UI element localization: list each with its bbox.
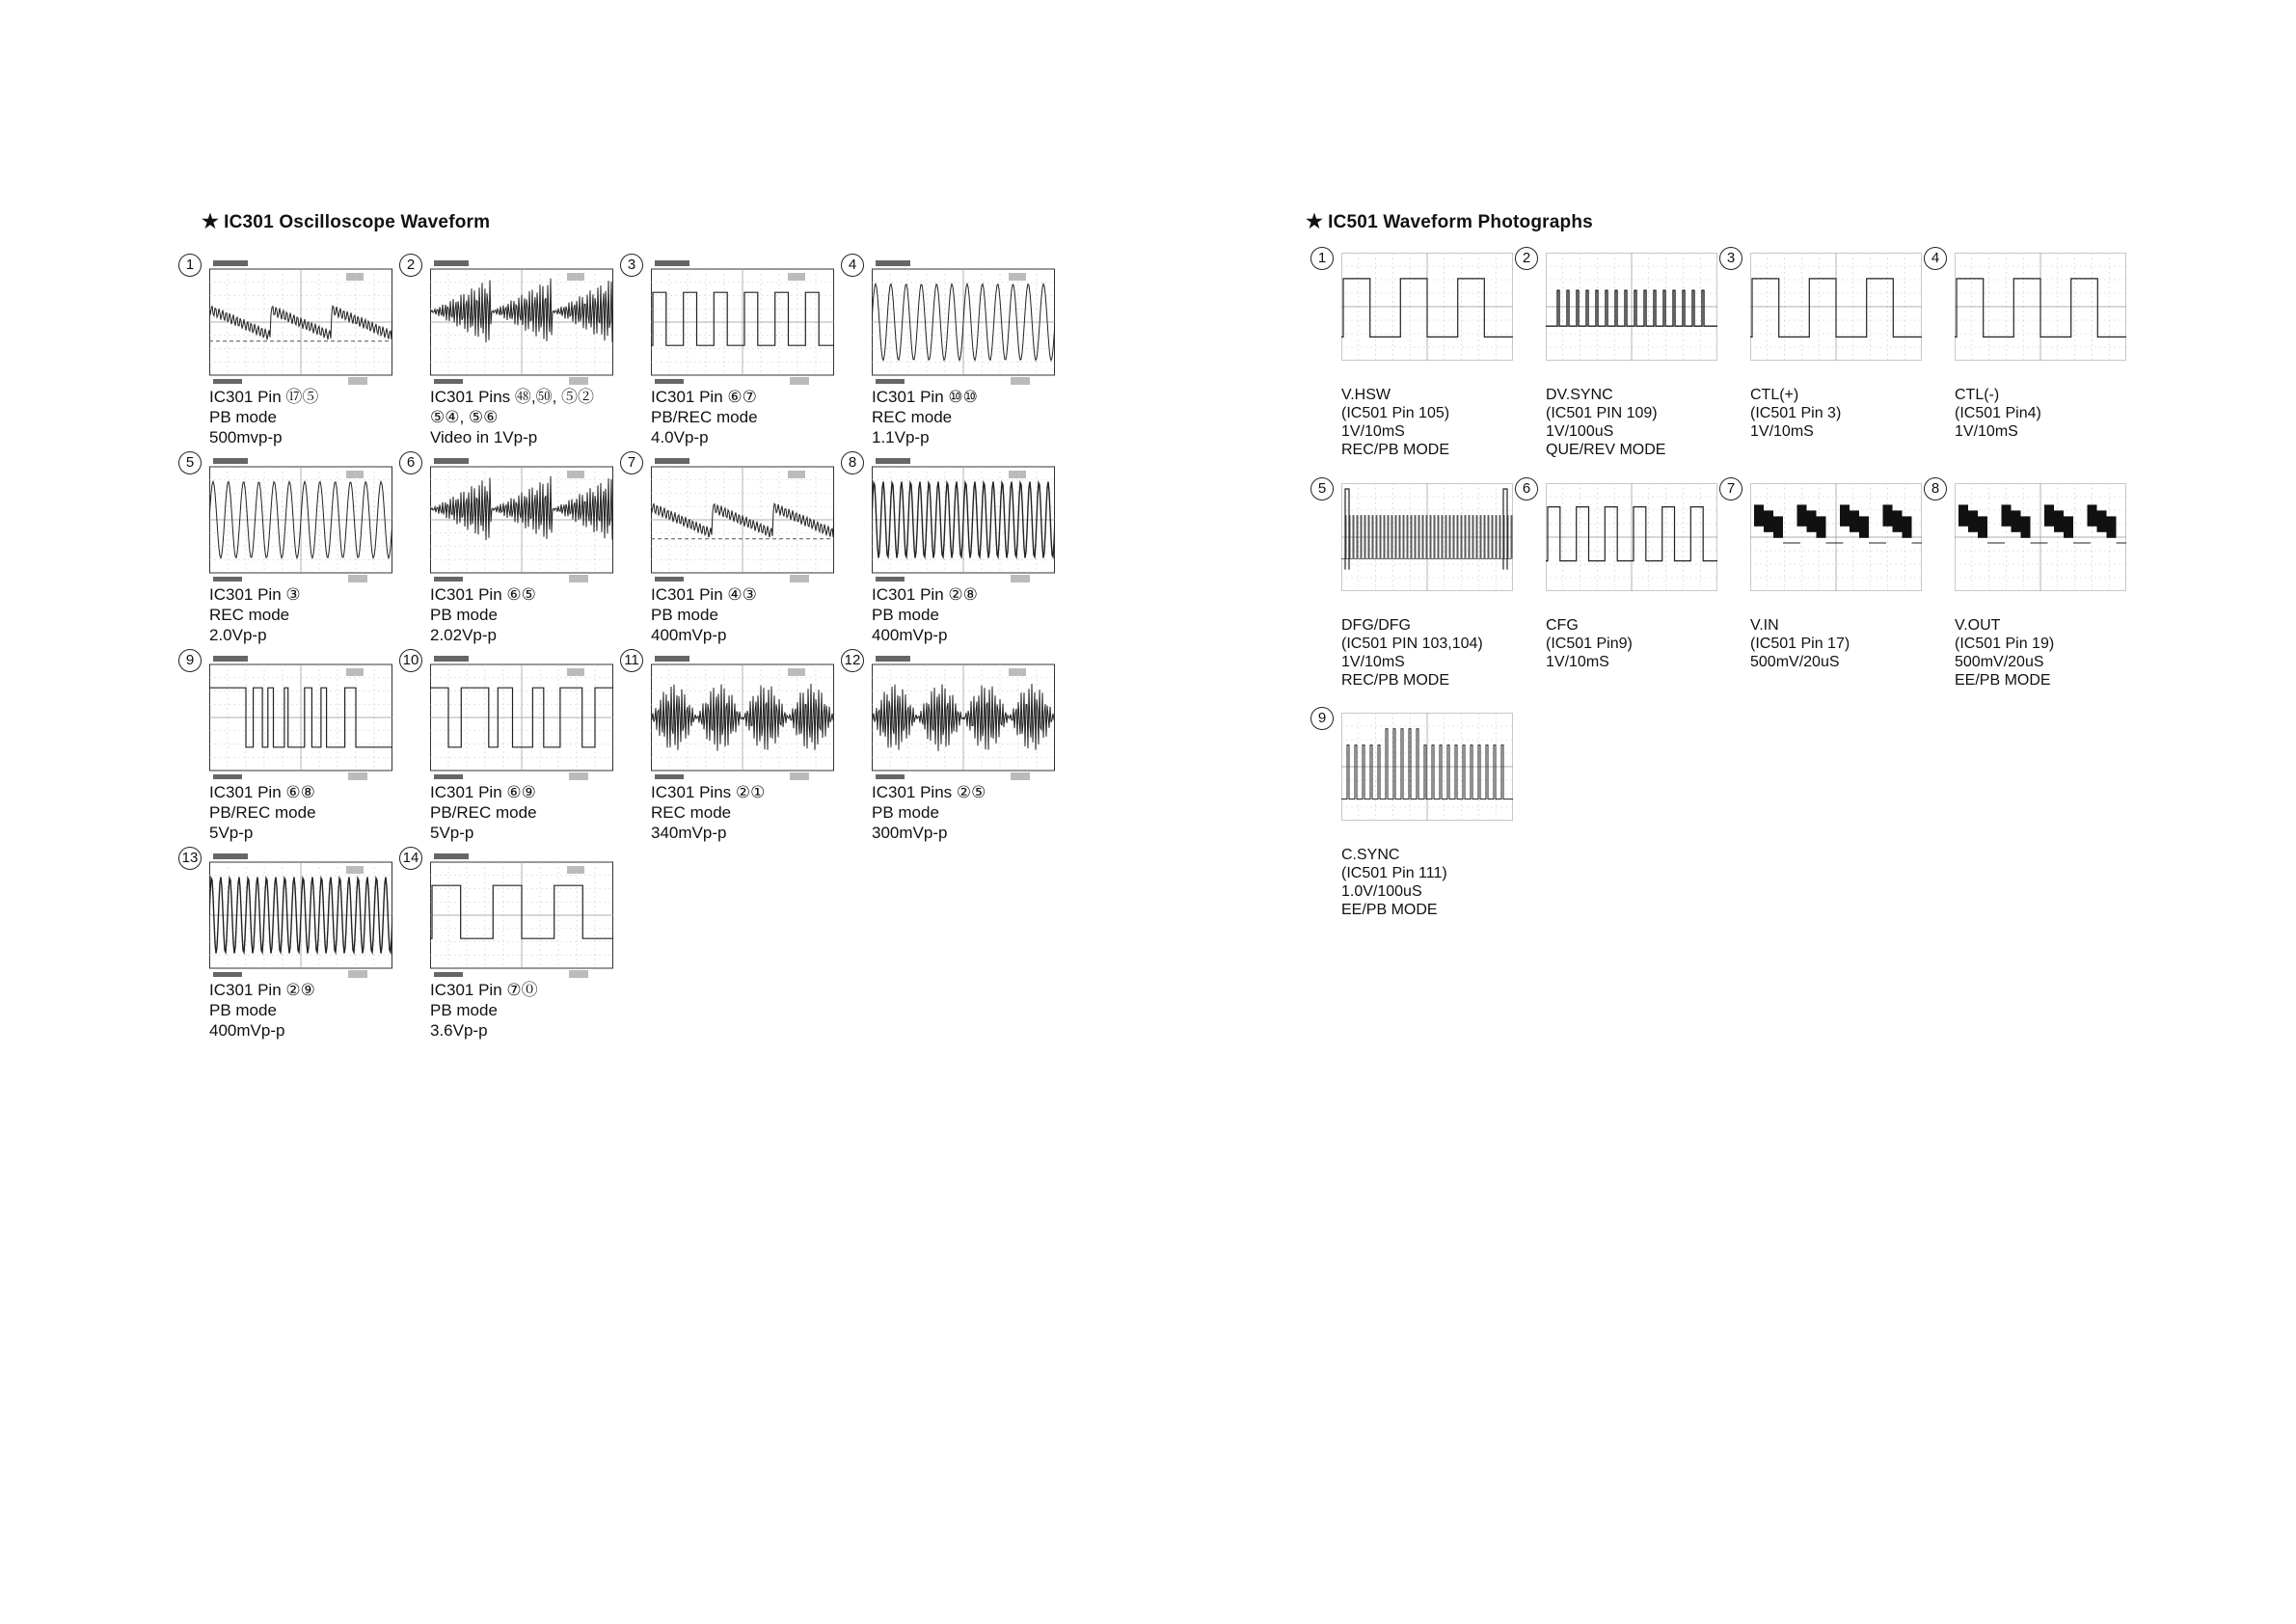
- caption-line: PB mode: [430, 606, 498, 624]
- oscilloscope-screen: [651, 259, 834, 387]
- oscilloscope-screen: [209, 655, 392, 782]
- caption-line: V.OUT: [1955, 617, 2001, 634]
- waveform-caption: [209, 980, 315, 1041]
- star-icon: ★: [1306, 211, 1324, 232]
- oscilloscope-screen: [430, 259, 613, 387]
- caption-line: IC301 Pins ②⑤: [872, 783, 986, 801]
- caption-line: 2.0Vp-p: [209, 626, 267, 644]
- caption-line: PB/REC mode: [430, 803, 537, 822]
- oscilloscope-screen: [1750, 253, 1922, 361]
- oscilloscope-screen: [1341, 713, 1513, 821]
- panel-number-badge: 6: [1515, 477, 1538, 501]
- caption-line: (IC501 Pin 19): [1955, 636, 2055, 652]
- caption-line: REC mode: [209, 606, 290, 624]
- caption-line: 4.0Vp-p: [651, 428, 709, 447]
- panel-number-badge: 10: [399, 649, 422, 672]
- caption-line: EE/PB MODE: [1341, 902, 1438, 918]
- caption-line: PB mode: [430, 1001, 498, 1019]
- panel-number-badge: 9: [1310, 707, 1334, 730]
- caption-line: EE/PB MODE: [1955, 672, 2051, 689]
- caption-line: 400mVp-p: [209, 1021, 285, 1040]
- waveform-caption: [651, 387, 758, 447]
- caption-line: IC301 Pin ②⑨: [209, 981, 315, 999]
- waveform-caption: [872, 782, 986, 843]
- caption-line: 5Vp-p: [430, 824, 474, 842]
- caption-line: IC301 Pin ⑥⑨: [430, 783, 536, 801]
- waveform-caption: [1546, 616, 1633, 671]
- caption-line: DFG/DFG: [1341, 617, 1411, 634]
- caption-line: 400mVp-p: [651, 626, 727, 644]
- left-title-text: IC301 Oscilloscope Waveform: [224, 212, 491, 232]
- caption-line: V.HSW: [1341, 387, 1391, 403]
- panel-number-badge: 3: [620, 254, 643, 277]
- star-icon: ★: [202, 211, 220, 232]
- caption-line: (IC501 Pin9): [1546, 636, 1633, 652]
- caption-line: 500mvp-p: [209, 428, 283, 447]
- caption-line: 2.02Vp-p: [430, 626, 497, 644]
- waveform-caption: [209, 782, 316, 843]
- caption-line: (IC501 Pin4): [1955, 405, 2041, 421]
- caption-line: IC301 Pin ⑥⑤: [430, 585, 536, 604]
- caption-line: IC301 Pin ④③: [651, 585, 757, 604]
- waveform-caption: [872, 584, 978, 645]
- caption-line: CTL(+): [1750, 387, 1799, 403]
- caption-line: REC/PB MODE: [1341, 672, 1450, 689]
- caption-line: 1V/10mS: [1546, 654, 1609, 670]
- oscilloscope-screen: [872, 259, 1055, 387]
- panel-number-badge: 4: [1924, 247, 1947, 270]
- caption-line: PB mode: [872, 803, 939, 822]
- caption-line: PB mode: [651, 606, 718, 624]
- waveform-caption: [1955, 386, 2041, 441]
- panel-number-badge: 6: [399, 451, 422, 474]
- caption-line: IC301 Pin ⑥⑦: [651, 388, 757, 406]
- oscilloscope-screen: [651, 655, 834, 782]
- caption-line: V.IN: [1750, 617, 1779, 634]
- caption-line: (IC501 Pin 105): [1341, 405, 1450, 421]
- caption-line: IC301 Pins ②①: [651, 783, 766, 801]
- panel-number-badge: 2: [399, 254, 422, 277]
- oscilloscope-screen: [209, 853, 392, 980]
- oscilloscope-screen: [651, 457, 834, 584]
- oscilloscope-screen: [872, 655, 1055, 782]
- caption-line: IC301 Pin ⑰⑤: [209, 388, 319, 406]
- caption-line: (IC501 Pin 3): [1750, 405, 1842, 421]
- oscilloscope-screen: [430, 457, 613, 584]
- caption-line: REC/PB MODE: [1341, 442, 1450, 458]
- caption-line: IC301 Pin ⑦⓪: [430, 981, 538, 999]
- caption-line: Video in 1Vp-p: [430, 428, 538, 447]
- caption-line: IC301 Pin ⑩⑩: [872, 388, 978, 406]
- waveform-caption: [1341, 386, 1449, 459]
- caption-line: IC301 Pins ㊽,㊿, ⑤②: [430, 388, 595, 406]
- waveform-caption: [430, 584, 536, 645]
- caption-line: PB/REC mode: [209, 803, 316, 822]
- waveform-caption: [209, 387, 318, 447]
- caption-line: 1V/10mS: [1955, 423, 2018, 440]
- waveform-caption: [651, 584, 757, 645]
- waveform-caption: [430, 980, 538, 1041]
- caption-line: DV.SYNC: [1546, 387, 1613, 403]
- caption-line: ⑤④, ⑤⑥: [430, 408, 499, 426]
- waveform-caption: [872, 387, 978, 447]
- oscilloscope-screen: [1546, 483, 1717, 591]
- panel-number-badge: 4: [841, 254, 864, 277]
- caption-line: QUE/REV MODE: [1546, 442, 1666, 458]
- panel-number-badge: 8: [841, 451, 864, 474]
- oscilloscope-screen: [1750, 483, 1922, 591]
- caption-line: 1.1Vp-p: [872, 428, 930, 447]
- waveform-caption: [1750, 616, 1850, 671]
- caption-line: 300mVp-p: [872, 824, 948, 842]
- caption-line: 5Vp-p: [209, 824, 254, 842]
- left-section-title: [202, 209, 490, 233]
- caption-line: REC mode: [872, 408, 953, 426]
- caption-line: PB mode: [209, 1001, 277, 1019]
- caption-line: 1V/10mS: [1341, 423, 1405, 440]
- caption-line: 1V/10mS: [1750, 423, 1814, 440]
- right-title-text: IC501 Waveform Photographs: [1328, 212, 1593, 232]
- caption-line: 400mVp-p: [872, 626, 948, 644]
- oscilloscope-screen: [430, 853, 613, 980]
- caption-line: PB/REC mode: [651, 408, 758, 426]
- panel-number-badge: 9: [178, 649, 202, 672]
- caption-line: 1V/10mS: [1341, 654, 1405, 670]
- caption-line: 500mV/20uS: [1750, 654, 1840, 670]
- waveform-caption: [651, 782, 765, 843]
- oscilloscope-screen: [430, 655, 613, 782]
- caption-line: 340mVp-p: [651, 824, 727, 842]
- caption-line: IC301 Pin ②⑧: [872, 585, 978, 604]
- oscilloscope-screen: [1341, 483, 1513, 591]
- oscilloscope-screen: [872, 457, 1055, 584]
- caption-line: C.SYNC: [1341, 847, 1400, 863]
- panel-number-badge: 12: [841, 649, 864, 672]
- oscilloscope-screen: [209, 259, 392, 387]
- caption-line: IC301 Pin ③: [209, 585, 301, 604]
- panel-number-badge: 7: [620, 451, 643, 474]
- caption-line: (IC501 PIN 103,104): [1341, 636, 1483, 652]
- panel-number-badge: 5: [1310, 477, 1334, 501]
- panel-number-badge: 14: [399, 847, 422, 870]
- caption-line: (IC501 Pin 111): [1341, 865, 1447, 881]
- oscilloscope-screen: [1341, 253, 1513, 361]
- panel-number-badge: 5: [178, 451, 202, 474]
- waveform-caption: [209, 584, 301, 645]
- waveform-caption: [430, 387, 594, 447]
- caption-line: 500mV/20uS: [1955, 654, 2044, 670]
- panel-number-badge: 7: [1719, 477, 1742, 501]
- oscilloscope-screen: [1955, 253, 2126, 361]
- waveform-caption: [1750, 386, 1841, 441]
- waveform-caption: [1546, 386, 1665, 459]
- caption-line: 3.6Vp-p: [430, 1021, 488, 1040]
- caption-line: PB mode: [209, 408, 277, 426]
- panel-number-badge: 13: [178, 847, 202, 870]
- caption-line: IC301 Pin ⑥⑧: [209, 783, 315, 801]
- oscilloscope-screen: [209, 457, 392, 584]
- caption-line: 1.0V/100uS: [1341, 883, 1422, 900]
- panel-number-badge: 1: [1310, 247, 1334, 270]
- panel-number-badge: 2: [1515, 247, 1538, 270]
- waveform-caption: [1341, 616, 1483, 690]
- waveform-caption: [1341, 846, 1447, 919]
- caption-line: (IC501 PIN 109): [1546, 405, 1658, 421]
- caption-line: CTL(-): [1955, 387, 2000, 403]
- waveform-caption: [430, 782, 537, 843]
- oscilloscope-screen: [1955, 483, 2126, 591]
- caption-line: PB mode: [872, 606, 939, 624]
- panel-number-badge: 8: [1924, 477, 1947, 501]
- caption-line: 1V/100uS: [1546, 423, 1614, 440]
- waveform-caption: [1955, 616, 2054, 690]
- panel-number-badge: 3: [1719, 247, 1742, 270]
- caption-line: (IC501 Pin 17): [1750, 636, 1850, 652]
- caption-line: CFG: [1546, 617, 1579, 634]
- panel-number-badge: 11: [620, 649, 643, 672]
- right-section-title: [1306, 209, 1593, 233]
- panel-number-badge: 1: [178, 254, 202, 277]
- oscilloscope-screen: [1546, 253, 1717, 361]
- caption-line: REC mode: [651, 803, 732, 822]
